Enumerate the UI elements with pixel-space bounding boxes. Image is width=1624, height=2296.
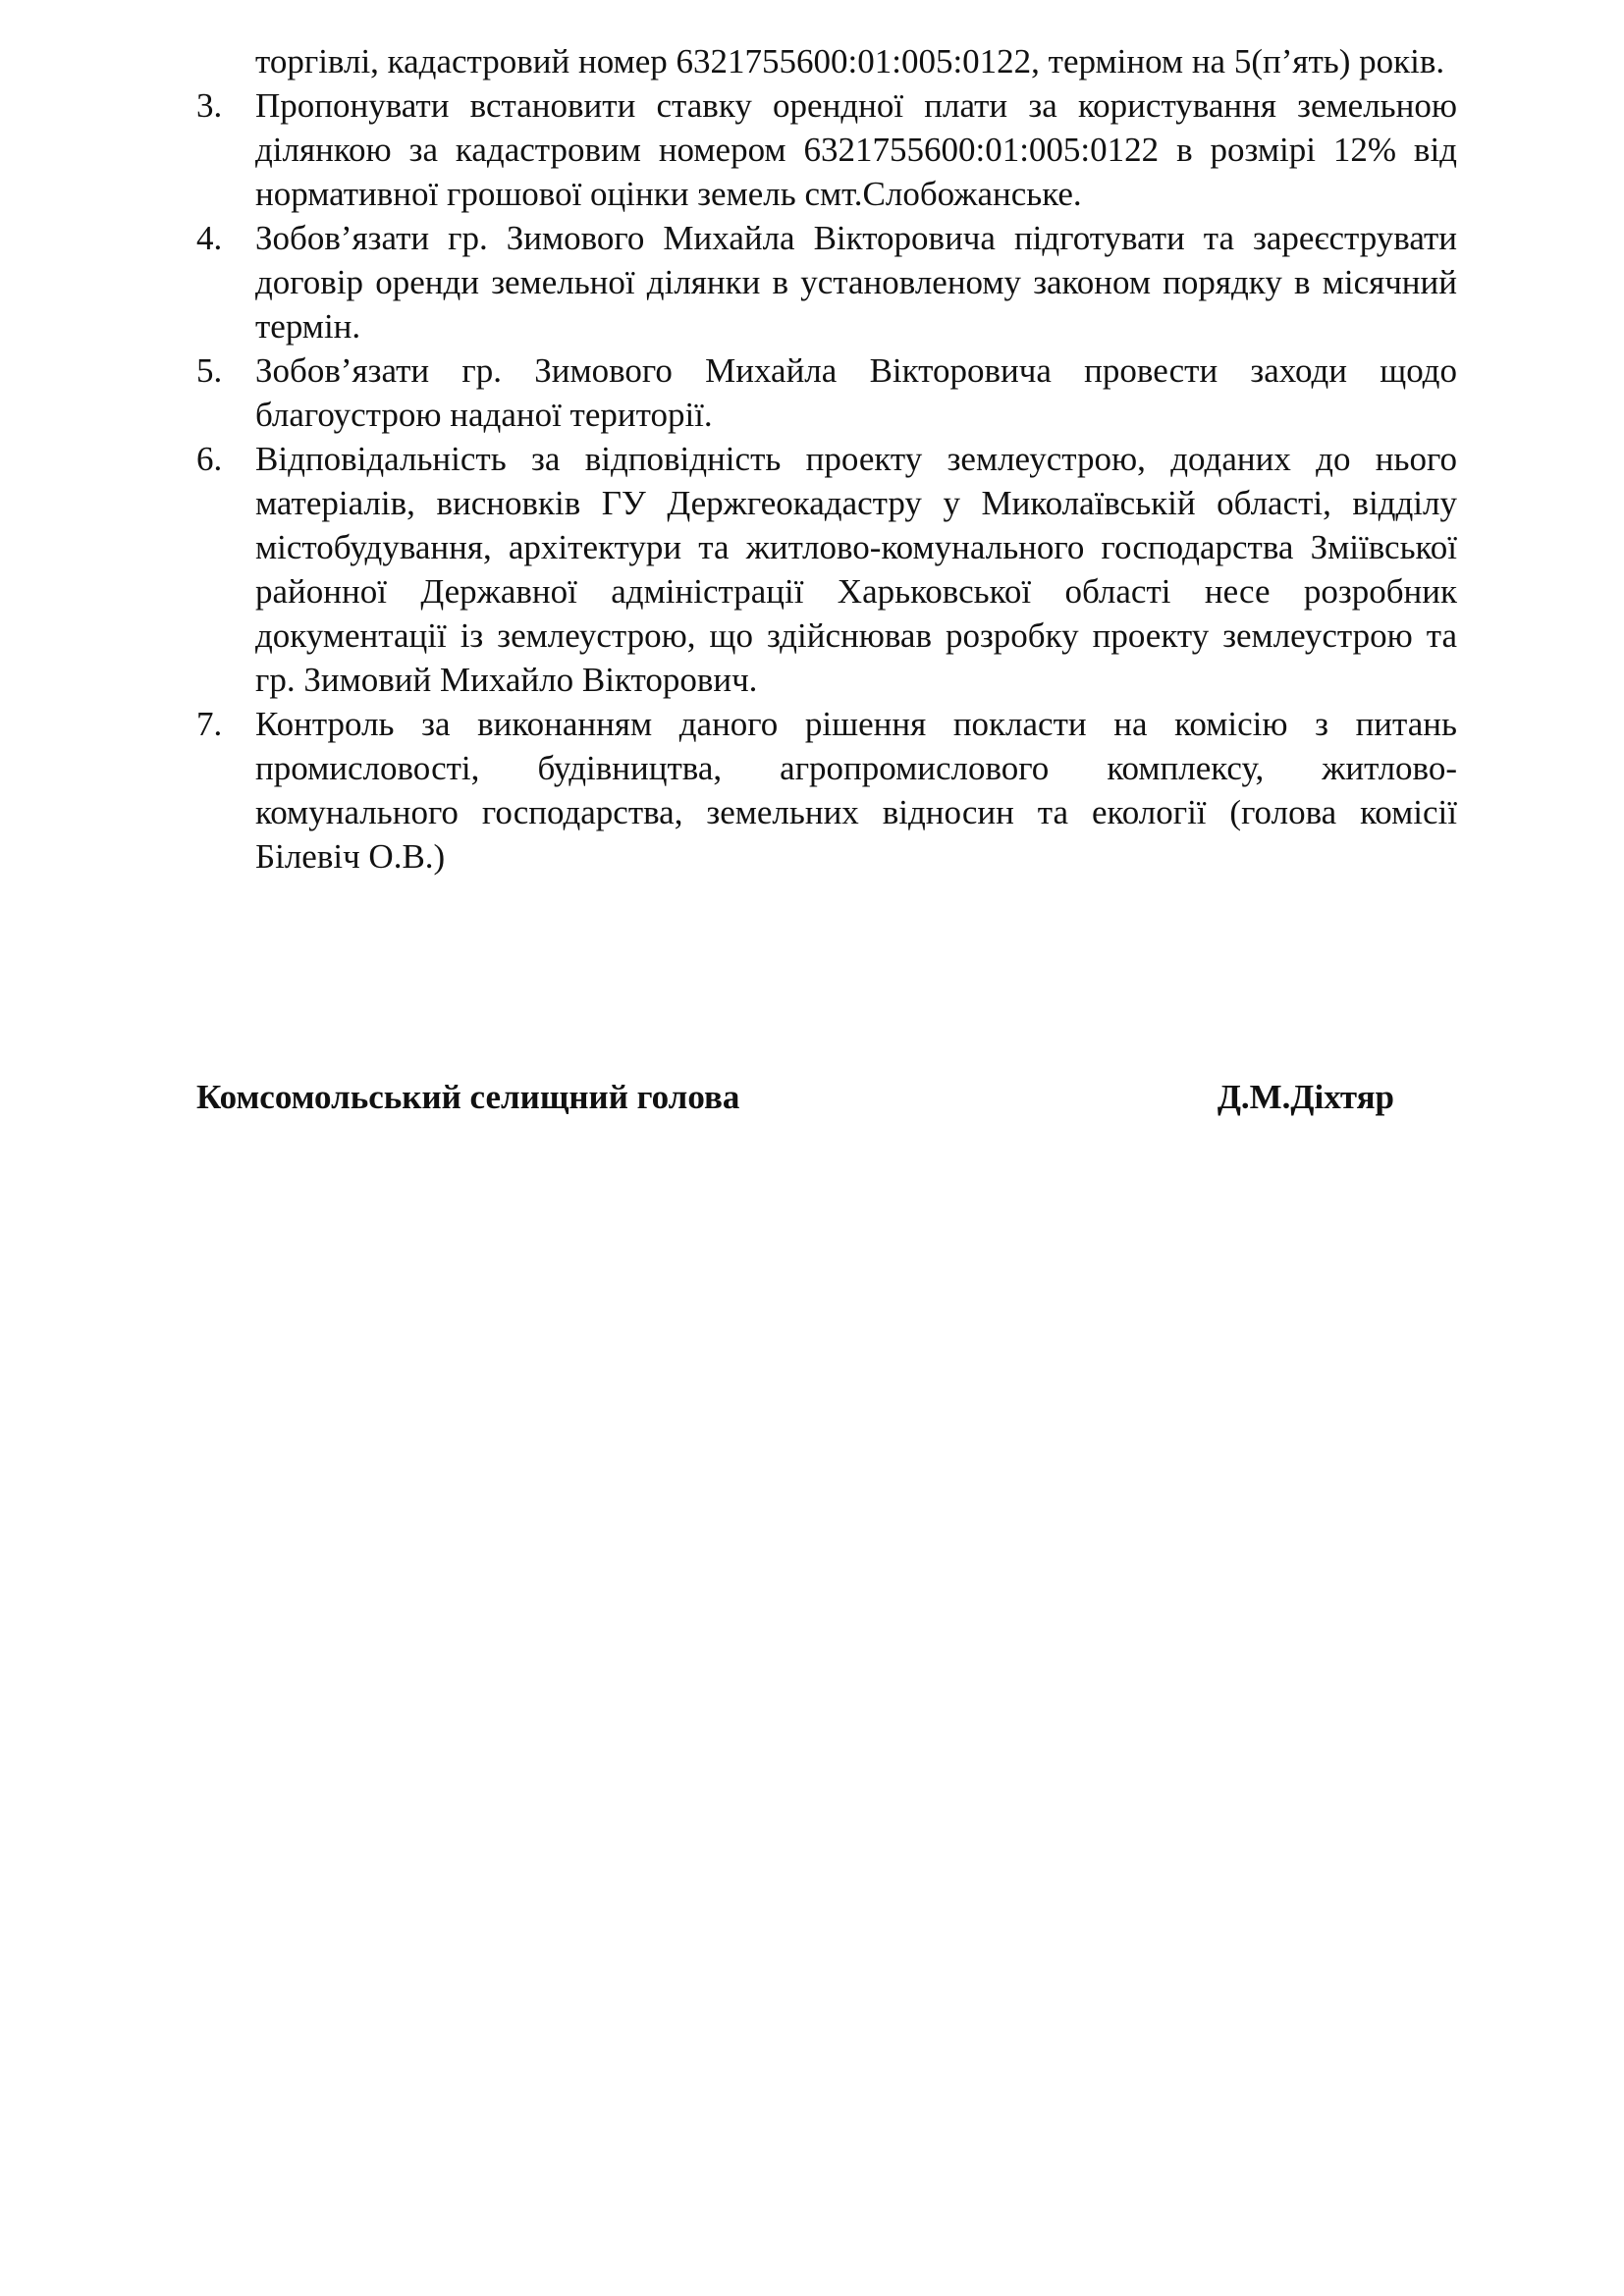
signature-role: Комсомольський селищний голова [196, 1078, 740, 1116]
item-text: Пропонувати встановити ставку орендної плати за користування земельною ділянкою за кадастровим номером 6321755600:01:005:0122 в розмірі 12% від нормативної грошової оцінки земель смт.Слобожанське. [255, 86, 1457, 213]
decision-item-3 [196, 83, 1457, 216]
decision-item-6 [196, 437, 1457, 702]
item-number: 4. [196, 219, 223, 257]
decision-item-5 [196, 348, 1457, 437]
signature-name: Д.М.Діхтяр [1217, 1078, 1394, 1116]
item-text: торгівлі, кадастровий номер 6321755600:01:005:0122, терміном на 5(п’ять) років. [255, 42, 1445, 80]
item-text: Відповідальність за відповідність проекту землеустрою, доданих до нього матеріалів, висновків ГУ Держгеокадастру у Миколаївській області, відділу містобудування, архітектури та житлово-комунального господарства Зміївської районної Державної адміністрації Харьковської області несе розробник документації із землеустрою, що здійснював розробку проекту землеустрою та гр. Зимовий Михайло Вікторович. [255, 440, 1457, 699]
item-text: Зобов’язати гр. Зимового Михайла Вікторовича підготувати та зареєструвати договір оренди земельної ділянки в установленому законом порядку в місячний термін. [255, 219, 1457, 346]
decision-items [196, 39, 1457, 879]
item-number: 6. [196, 440, 223, 478]
item-number: 3. [196, 86, 223, 125]
decision-item-7 [196, 702, 1457, 879]
item-number: 5. [196, 351, 223, 390]
decision-item-2-continuation [196, 39, 1457, 83]
item-text: Контроль за виконанням даного рішення покласти на комісію з питань промисловості, будівництва, агропромислового комплексу, житлово-комунального господарства, земельних відносин та екології (голова комісії Білевіч О.В.) [255, 705, 1457, 876]
item-text: Зобов’язати гр. Зимового Михайла Вікторовича провести заходи щодо благоустрою наданої території. [255, 351, 1457, 434]
item-number: 7. [196, 705, 223, 743]
decision-item-4 [196, 216, 1457, 348]
